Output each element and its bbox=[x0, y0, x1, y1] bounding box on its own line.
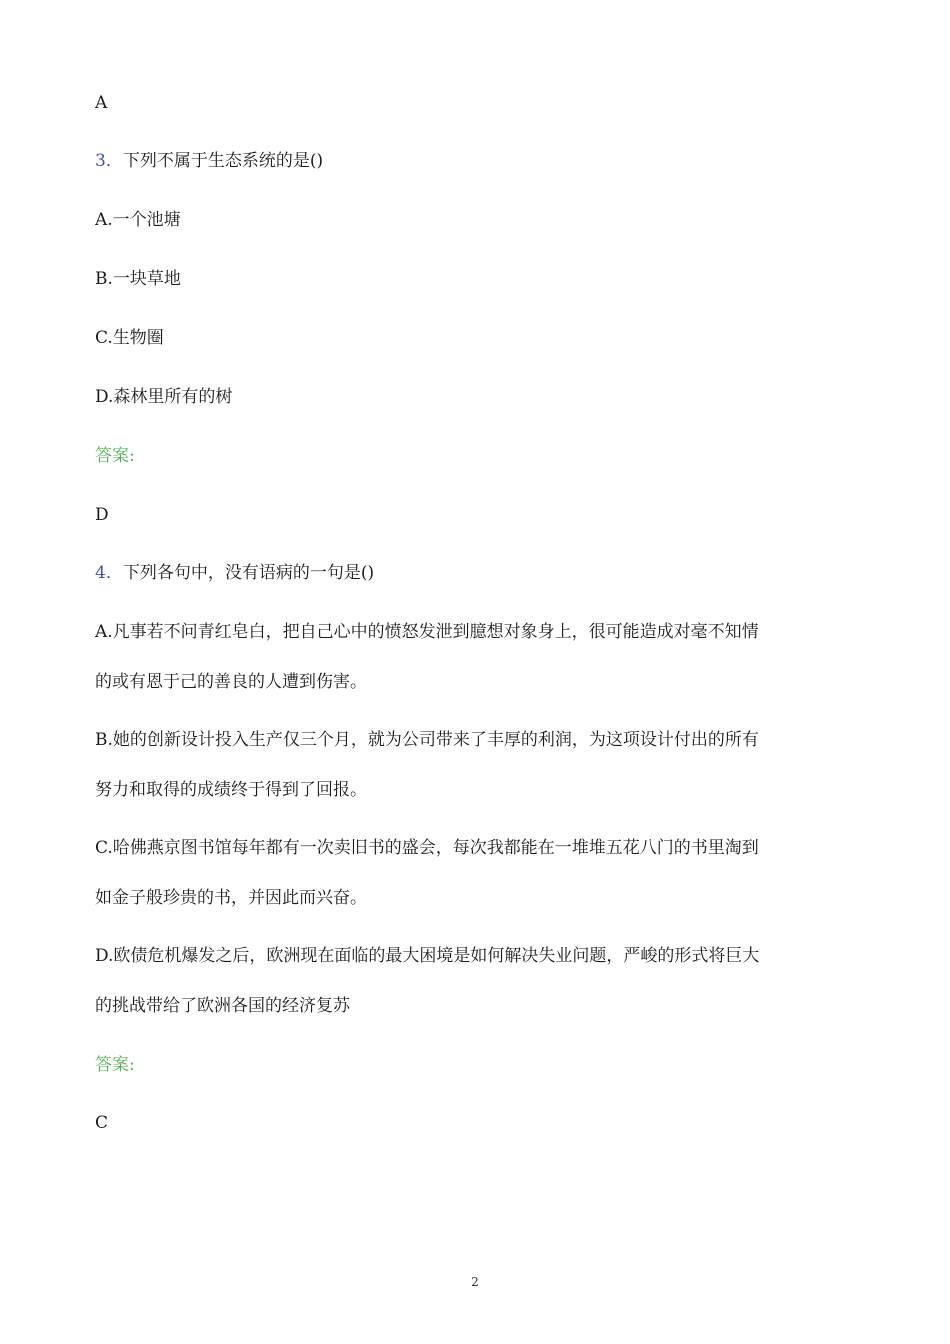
previous-answer: A bbox=[95, 93, 108, 113]
question-number: 3 bbox=[95, 151, 106, 171]
question-4-answer: C bbox=[95, 1113, 109, 1133]
question-3-option-a: A.一个池塘 bbox=[95, 210, 181, 230]
question-4-option-a-line-1: A.凡事若不问青红皂白，把自己心中的愤怒发泄到臆想对象身上，很可能造成对毫不知情 bbox=[95, 622, 759, 642]
question-number-separator: ． bbox=[105, 563, 123, 583]
question-text: 下列各句中，没有语病的一句是() bbox=[122, 563, 375, 583]
question-3-option-c: C.生物圈 bbox=[95, 328, 164, 348]
question-4-option-c-line-1: C.哈佛燕京图书馆每年都有一次卖旧书的盛会，每次我都能在一堆堆五花八门的书里淘到 bbox=[95, 838, 759, 858]
question-3-answer-label: 答案: bbox=[95, 446, 135, 466]
question-3-option-b: B.一块草地 bbox=[95, 269, 181, 289]
question-4-option-a-line-2: 的或有恩于己的善良的人遭到伤害。 bbox=[95, 672, 367, 692]
question-4-option-c-line-2: 如金子般珍贵的书，并因此而兴奋。 bbox=[95, 888, 367, 908]
question-4-option-b-line-1: B.她的创新设计投入生产仅三个月，就为公司带来了丰厚的利润，为这项设计付出的所有 bbox=[95, 730, 759, 750]
question-4-stem bbox=[95, 562, 865, 584]
question-4-option-d-line-2: 的挑战带给了欧洲各国的经济复苏 bbox=[95, 996, 350, 1016]
question-3-stem bbox=[95, 150, 865, 172]
page-number: 2 bbox=[471, 1275, 479, 1289]
question-4-answer-label: 答案: bbox=[95, 1055, 135, 1075]
question-3-answer: D bbox=[95, 505, 109, 525]
question-4-option-b-line-2: 努力和取得的成绩终于得到了回报。 bbox=[95, 780, 367, 800]
question-3-option-d: D.森林里所有的树 bbox=[95, 387, 233, 407]
question-text: 下列不属于生态系统的是() bbox=[122, 151, 324, 171]
question-4-option-d-line-1: D.欧债危机爆发之后，欧洲现在面临的最大困境是如何解决失业问题，严峻的形式将巨大 bbox=[95, 946, 760, 966]
question-number-separator: ． bbox=[105, 151, 123, 171]
question-number: 4 bbox=[95, 563, 106, 583]
